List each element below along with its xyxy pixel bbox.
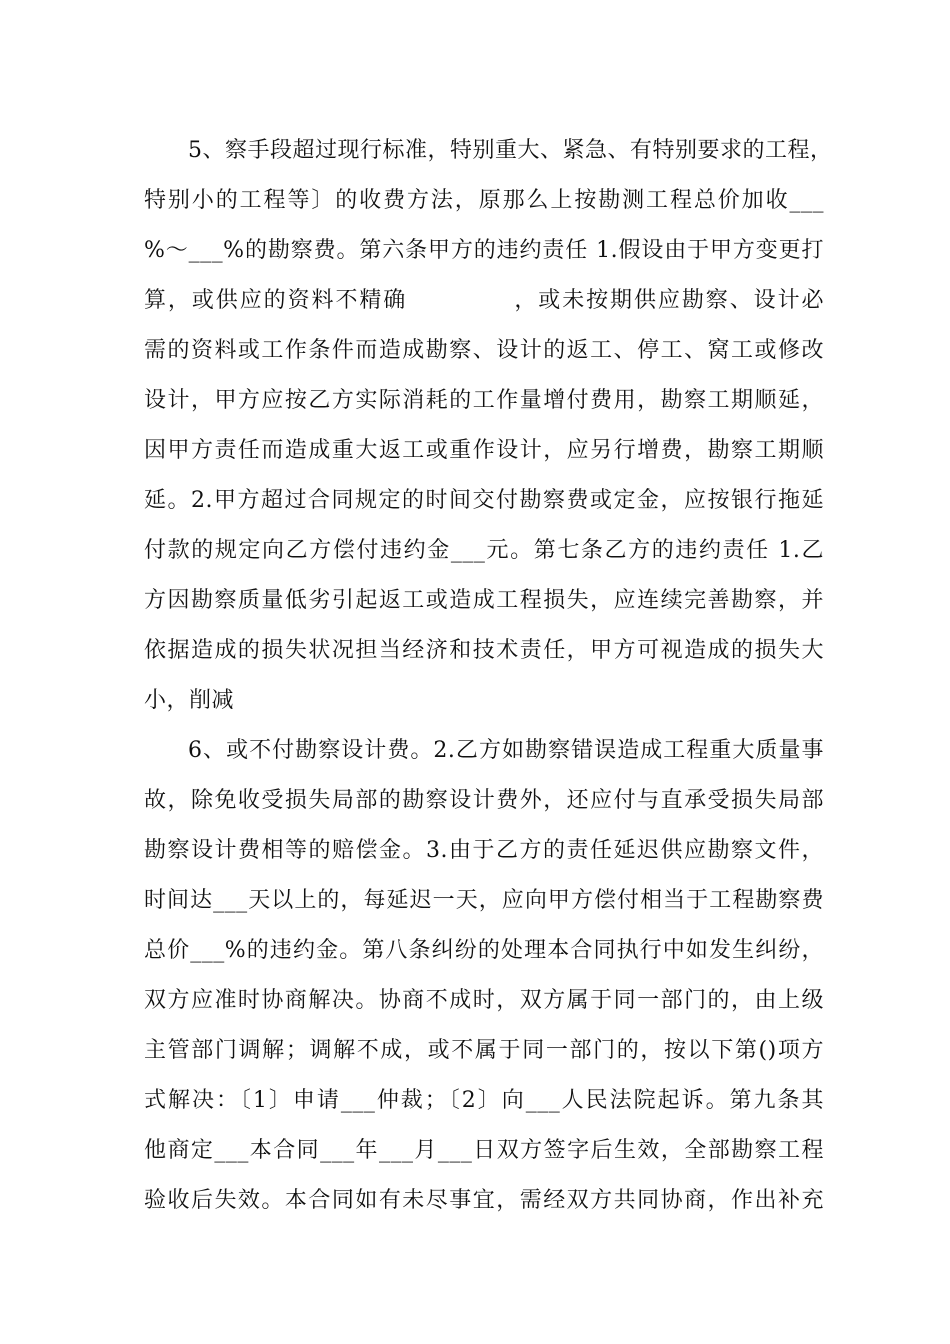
- paragraph-1-line-4: 算，或供应的资料不精确 ，或未按期供应勘察、设计必: [144, 288, 824, 313]
- paragraph-2-line-2: 故，除免收受损失局部的勘察设计费外，还应付与直承受损失局部: [144, 788, 824, 813]
- paragraph-1-line-2: 特别小的工程等〕的收费方法，原那么上按勘测工程总价加收___: [144, 188, 824, 213]
- paragraph-2-line-9: 他商定___本合同___年___月___日双方签字后生效，全部勘察工程: [144, 1138, 824, 1163]
- paragraph-1-line-1: 5、察手段超过现行标准，特别重大、紧急、有特别要求的工程，: [188, 138, 833, 163]
- paragraph-2-line-10: 验收后失效。本合同如有未尽事宜，需经双方共同协商，作出补充: [144, 1188, 824, 1213]
- paragraph-2-line-1: 6、或不付勘察设计费。2.乙方如勘察错误造成工程重大质量事: [188, 738, 824, 763]
- paragraph-2-line-5: 总价___%的违约金。第八条纠纷的处理本合同执行中如发生纠纷，: [144, 938, 824, 963]
- paragraph-1-line-6: 设计，甲方应按乙方实际消耗的工作量增付费用，勘察工期顺延，: [144, 388, 824, 413]
- paragraph-1-line-12: 小，削减: [144, 688, 235, 713]
- paragraph-2-line-8: 式解决：〔1〕申请___仲裁；〔2〕向___人民法院起诉。第九条其: [144, 1088, 824, 1113]
- paragraph-2-line-7: 主管部门调解；调解不成，或不属于同一部门的，按以下第()项方: [144, 1038, 824, 1063]
- paragraph-2-line-4: 时间达___天以上的，每延迟一天，应向甲方偿付相当于工程勘察费: [144, 888, 824, 913]
- paragraph-1-line-3: %～___%的勘察费。第六条甲方的违约责任 1.假设由于甲方变更打: [144, 238, 824, 263]
- paragraph-2-line-6: 双方应准时协商解决。协商不成时，双方属于同一部门的，由上级: [144, 988, 824, 1013]
- paragraph-1-line-10: 方因勘察质量低劣引起返工或造成工程损失，应连续完善勘察，并: [144, 588, 824, 613]
- paragraph-1-line-9: 付款的规定向乙方偿付违约金___元。第七条乙方的违约责任 1.乙: [144, 538, 824, 563]
- paragraph-1-line-11: 依据造成的损失状况担当经济和技术责任，甲方可视造成的损失大: [144, 638, 824, 663]
- paragraph-1-line-7: 因甲方责任而造成重大返工或重作设计，应另行增费，勘察工期顺: [144, 438, 824, 463]
- paragraph-1-line-8: 延。2.甲方超过合同规定的时间交付勘察费或定金，应按银行拖延: [144, 488, 824, 513]
- paragraph-1-line-5: 需的资料或工作条件而造成勘察、设计的返工、停工、窝工或修改: [144, 338, 824, 363]
- paragraph-2-line-3: 勘察设计费相等的赔偿金。3.由于乙方的责任延迟供应勘察文件，: [144, 838, 824, 863]
